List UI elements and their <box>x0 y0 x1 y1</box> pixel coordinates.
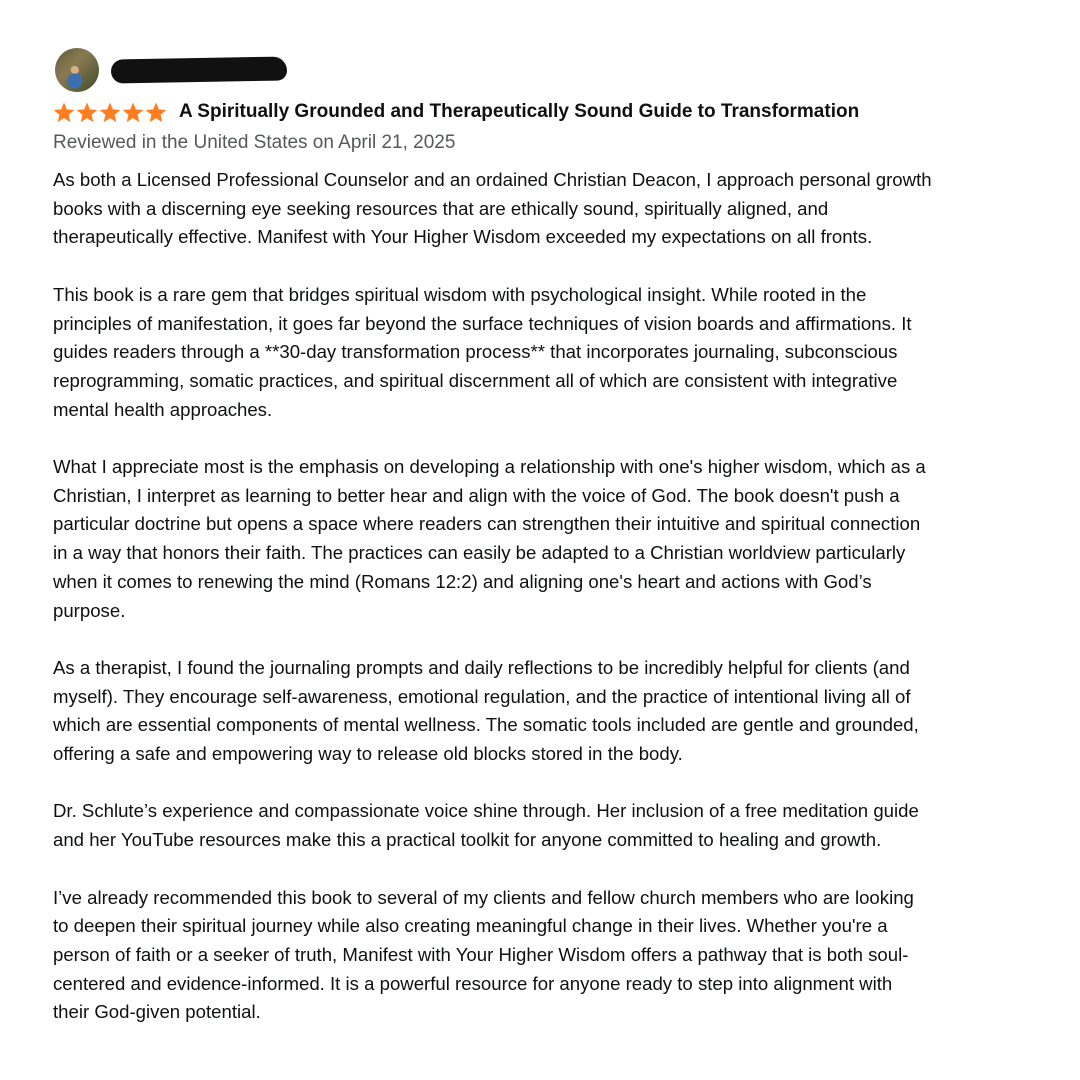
review-text-line: Dr. Schlute’s experience and compassionate voice shine through. Her inclusion of a free meditation guide <box>53 800 919 822</box>
review-text-line: What I appreciate most is the emphasis on developing a relationship with one's higher wisdom, which as a <box>53 456 926 477</box>
review-paragraph <box>53 166 1053 252</box>
review-text-line: As both a Licensed Professional Counselor and an ordained Christian Deacon, I approach personal growth <box>53 169 932 190</box>
review-text-line: reprogramming, somatic practices, and spiritual discernment all of which are consistent with integrative <box>53 369 898 391</box>
review-text-line: I’ve already recommended this book to several of my clients and fellow church members who are looking <box>53 886 914 908</box>
review-paragraph <box>53 281 1053 425</box>
review-text-line: in a way that honors their faith. The practices can easily be adapted to a Christian worldview particularly <box>53 542 906 564</box>
review-text-line: principles of manifestation, it goes far beyond the surface techniques of vision boards and affirmations. It <box>53 312 912 334</box>
review-text-line: therapeutically effective. Manifest with Your Higher Wisdom exceeded my expectations on all fronts. <box>53 226 873 248</box>
review-title[interactable]: A Spiritually Grounded and Therapeutically Sound Guide to Transformation <box>179 101 860 122</box>
review-text-line: myself). They encourage self-awareness, emotional regulation, and the practice of intentional living all of <box>53 685 911 707</box>
review-text-line: mental health approaches. <box>53 398 273 420</box>
review-text-line: purpose. <box>53 599 126 621</box>
redacted-reviewer-name <box>111 56 287 83</box>
review-text-line: centered and evidence-informed. It is a powerful resource for anyone ready to step into alignment with <box>53 972 893 994</box>
avatar[interactable] <box>55 48 99 92</box>
review-header <box>53 101 859 123</box>
review-text-line: guides readers through a **30-day transformation process** that incorporates journaling, subconscious <box>53 341 898 363</box>
review-body <box>53 166 1053 1056</box>
review-paragraph <box>53 797 1053 854</box>
review-text-line: books with a discerning eye seeking resources that are ethically sound, spiritually aligned, and <box>53 197 829 219</box>
star-icon <box>145 102 167 123</box>
review-text-line: and her YouTube resources make this a practical toolkit for anyone committed to healing and growth. <box>53 829 882 851</box>
star-icon <box>76 102 98 123</box>
review-text-line: Christian, I interpret as learning to better hear and align with the voice of God. The book doesn't push a <box>53 484 900 506</box>
review-text-line: to deepen their spiritual journey while also creating meaningful change in their lives. Whether you're a <box>53 915 888 937</box>
star-rating <box>53 102 167 123</box>
review-text-line: their God-given potential. <box>53 1001 261 1023</box>
review-text-line: offering a safe and empowering way to release old blocks stored in the body. <box>53 743 683 765</box>
star-icon <box>53 102 75 123</box>
review-paragraph <box>53 453 1053 625</box>
review-text-line: As a therapist, I found the journaling prompts and daily reflections to be incredibly helpful for clients (and <box>53 656 910 678</box>
review-text-line: This book is a rare gem that bridges spiritual wisdom with psychological insight. While rooted in the <box>53 283 867 305</box>
star-icon <box>122 102 144 123</box>
review-text-line: which are essential components of mental wellness. The somatic tools included are gentle and grounded, <box>53 714 919 736</box>
review-paragraph <box>53 654 1053 769</box>
review-date: Reviewed in the United States on April 21, 2025 <box>53 132 456 153</box>
review-text-line: person of faith or a seeker of truth, Manifest with Your Higher Wisdom offers a pathway that is both soul- <box>53 943 909 965</box>
reviewer-profile[interactable] <box>55 48 287 92</box>
star-icon <box>99 102 121 123</box>
review-text-line: when it comes to renewing the mind (Romans 12:2) and aligning one's heart and actions with God’s <box>53 570 872 592</box>
review-text-line: particular doctrine but opens a space where readers can strengthen their intuitive and spiritual connection <box>53 513 921 535</box>
review-paragraph <box>53 884 1053 1028</box>
